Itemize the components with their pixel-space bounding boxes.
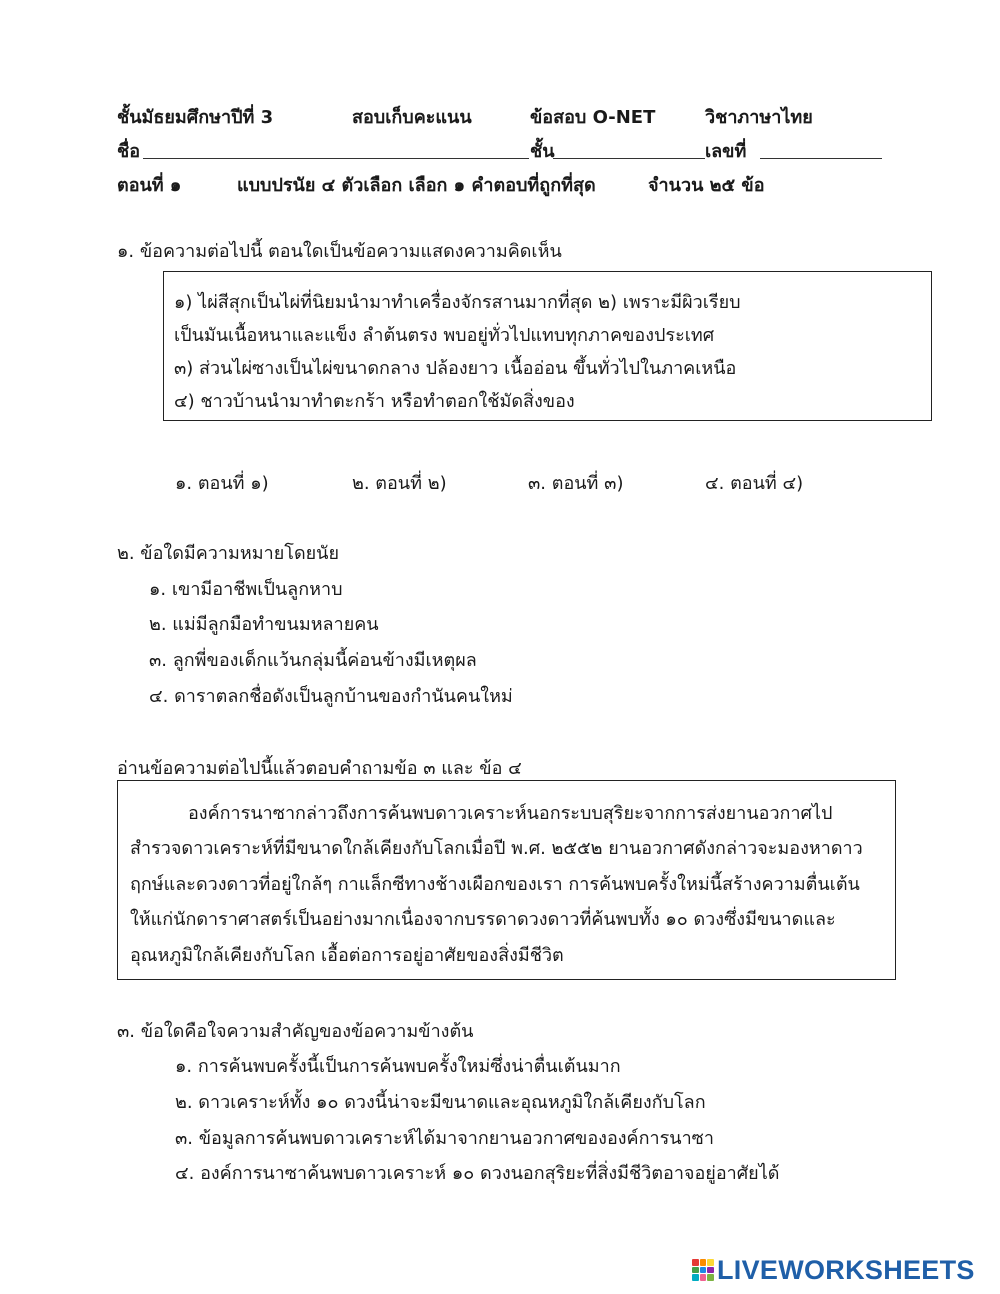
passage-box-1 xyxy=(163,271,932,421)
part-description: แบบปรนัย ๔ ตัวเลือก เลือก ๑ คำตอบที่ถูกที่สุด xyxy=(237,175,596,196)
q1-choice-4[interactable]: ๔. ตอนที่ ๔) xyxy=(705,473,804,494)
q3-choice-2[interactable]: ๒. ดาวเคราะห์ทั้ง ๑๐ ดวงนี้น่าจะมีขนาดและอุณหภูมิใกล้เคียงกับโลก xyxy=(175,1092,706,1113)
passage-2-line: องค์การนาซากล่าวถึงการค้นพบดาวเคราะห์นอกระบบสุริยะจากการส่งยานอวกาศไป xyxy=(188,803,833,824)
passage-1-line: ๓) ส่วนไผ่ซางเป็นไผ่ขนาดกลาง ปล้องยาว เนื้ออ่อน ขึ้นทั่วไปในภาคเหนือ xyxy=(174,358,737,379)
q3-choice-3[interactable]: ๓. ข้อมูลการค้นพบดาวเคราะห์ได้มาจากยานอวกาศขององค์การนาซา xyxy=(175,1128,715,1149)
name-field[interactable] xyxy=(143,158,529,159)
reading-instruction: อ่านข้อความต่อไปนี้แล้วตอบคำถามข้อ ๓ และ ข้อ ๔ xyxy=(117,758,522,779)
question-3-text: ๓. ข้อใดคือใจความสำคัญของข้อความข้างต้น xyxy=(117,1021,474,1042)
passage-box-2 xyxy=(117,780,896,980)
q3-choice-4[interactable]: ๔. องค์การนาซาค้นพบดาวเคราะห์ ๑๐ ดวงนอกสุริยะที่สิ่งมีชีวิตอาจอยู่อาศัยได้ xyxy=(175,1163,780,1184)
number-field[interactable] xyxy=(760,158,882,159)
liveworksheets-grid-icon xyxy=(692,1259,714,1281)
q2-choice-2[interactable]: ๒. แม่มีลูกมือทำขนมหลายคน xyxy=(149,614,379,635)
passage-1-line: เป็นมันเนื้อหนาและแข็ง ลำต้นตรง พบอยู่ทั่วไปแทบทุกภาคของประเทศ xyxy=(174,325,715,346)
passage-2-line: อุณหภูมิใกล้เคียงกับโลก เอื้อต่อการอยู่อาศัยของสิ่งมีชีวิต xyxy=(130,945,564,966)
q2-choice-3[interactable]: ๓. ลูกพี่ของเด็กแว้นกลุ่มนี้ค่อนข้างมีเหตุผล xyxy=(149,650,477,671)
part-count: จำนวน ๒๕ ข้อ xyxy=(648,175,765,196)
logo-text: LIVEWORKSHEETS xyxy=(717,1254,975,1285)
q1-choice-1[interactable]: ๑. ตอนที่ ๑) xyxy=(175,473,269,494)
part-label: ตอนที่ ๑ xyxy=(117,175,182,196)
class-label: ชั้น xyxy=(530,141,555,162)
grade-label: ชั้นมัธยมศึกษาปีที่ 3 xyxy=(117,107,274,128)
q1-choice-3[interactable]: ๓. ตอนที่ ๓) xyxy=(528,473,624,494)
subject-label: วิชาภาษาไทย xyxy=(705,107,813,128)
q2-choice-4[interactable]: ๔. ดาราตลกชื่อดังเป็นลูกบ้านของกำนันคนใหม่ xyxy=(149,686,513,707)
q2-choice-1[interactable]: ๑. เขามีอาชีพเป็นลูกหาบ xyxy=(149,579,343,600)
passage-1-line: ๑) ไผ่สีสุกเป็นไผ่ที่นิยมนำมาทำเครื่องจักรสานมากที่สุด ๒) เพราะมีผิวเรียบ xyxy=(174,292,741,313)
passage-2-line: ฤกษ์และดวงดาวที่อยู่ใกล้ๆ กาแล็กซีทางช้างเผือกของเรา การค้นพบครั้งใหม่นี้สร้างความตื่นเต้น xyxy=(130,874,860,895)
exam-type-label: สอบเก็บคะแนน xyxy=(352,107,472,128)
number-label: เลขที่ xyxy=(705,141,747,162)
passage-1-line: ๔) ชาวบ้านนำมาทำตะกร้า หรือทำตอกใช้มัดสิ่งของ xyxy=(174,391,575,412)
class-field[interactable] xyxy=(553,158,705,159)
passage-2-line: ให้แก่นักดาราศาสตร์เป็นอย่างมากเนื่องจากบรรดาดวงดาวที่ค้นพบทั้ง ๑๐ ดวงซึ่งมีขนาดและ xyxy=(130,909,836,930)
question-2-text: ๒. ข้อใดมีความหมายโดยนัย xyxy=(117,543,340,564)
q1-choice-2[interactable]: ๒. ตอนที่ ๒) xyxy=(352,473,447,494)
question-1-text: ๑. ข้อความต่อไปนี้ ตอนใดเป็นข้อความแสดงความคิดเห็น xyxy=(117,241,562,262)
liveworksheets-logo[interactable] xyxy=(692,1255,975,1285)
name-label: ชื่อ xyxy=(117,141,141,162)
q3-choice-1[interactable]: ๑. การค้นพบครั้งนี้เป็นการค้นพบครั้งใหม่ซึ่งน่าตื่นเต้นมาก xyxy=(175,1056,621,1077)
passage-2-line: สำรวจดาวเคราะห์ที่มีขนาดใกล้เคียงกับโลกเมื่อปี พ.ศ. ๒๕๕๒ ยานอวกาศดังกล่าวจะมองหาดาว xyxy=(130,838,863,859)
exam-name-label: ข้อสอบ O-NET xyxy=(530,107,656,128)
